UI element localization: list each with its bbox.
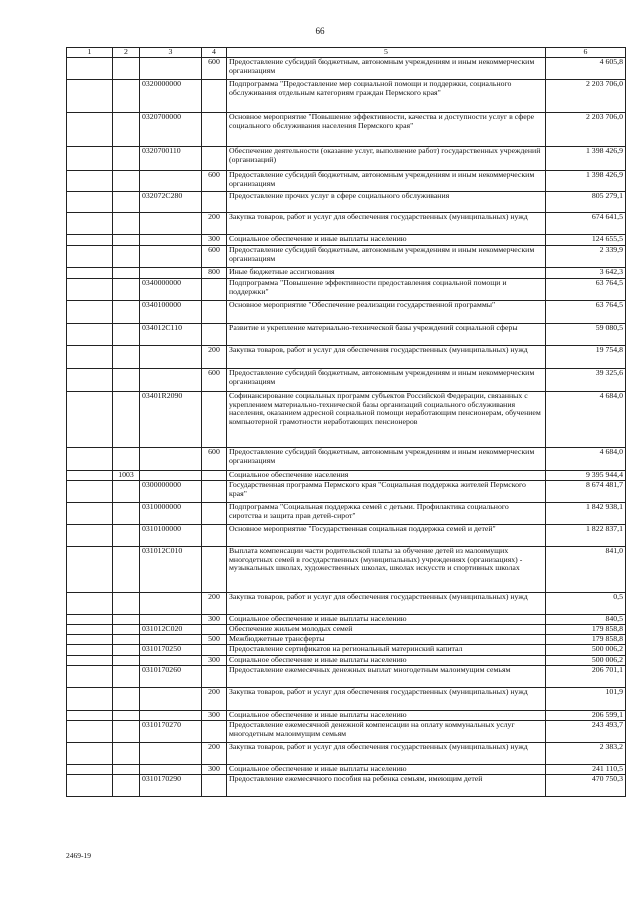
target-article-cell <box>140 743 202 765</box>
amount-cell: 179 858,8 <box>546 635 626 645</box>
expense-type-cell <box>202 113 227 147</box>
section-cell <box>67 369 113 392</box>
section-cell <box>67 765 113 775</box>
description-cell: Подпрограмма "Социальная поддержка семей с детьми. Профилактика социального сиротства и защита прав детей-сирот" <box>227 503 546 525</box>
description-cell: Софинансирование социальных программ субъектов Российской Федерации, связанных с укреплением материально-технической базы организаций социального обслуживания населения, оказанием адресной социальной помощи неработающим пенсионерам, обучением компьютерной грамотности неработающих пенсионеров <box>227 392 546 448</box>
budget-table <box>66 47 626 797</box>
subsection-cell <box>113 547 140 593</box>
subsection-cell <box>113 503 140 525</box>
target-article-cell <box>140 765 202 775</box>
section-cell <box>67 80 113 113</box>
expense-type-cell: 300 <box>202 711 227 721</box>
description-cell: Закупка товаров, работ и услуг для обеспечения государственных (муниципальных) нужд <box>227 213 546 235</box>
table-row <box>67 765 626 775</box>
expense-type-cell <box>202 481 227 503</box>
target-article-cell: 0310000000 <box>140 503 202 525</box>
section-cell <box>67 147 113 171</box>
expense-type-cell: 300 <box>202 765 227 775</box>
target-article-cell <box>140 235 202 246</box>
amount-cell: 1 842 938,1 <box>546 503 626 525</box>
description-cell: Развитие и укрепление материально-технической базы учреждений социальной сферы <box>227 324 546 346</box>
section-cell <box>67 213 113 235</box>
amount-cell: 39 325,6 <box>546 369 626 392</box>
subsection-cell <box>113 448 140 471</box>
table-row <box>67 369 626 392</box>
description-cell: Предоставление субсидий бюджетным, автономным учреждениям и иным некоммерческим организациям <box>227 58 546 80</box>
section-cell <box>67 324 113 346</box>
expense-type-cell <box>202 547 227 593</box>
description-cell: Обеспечение деятельности (оказание услуг, выполнение работ) государственных учреждений (организаций) <box>227 147 546 171</box>
section-cell <box>67 279 113 301</box>
subsection-cell <box>113 279 140 301</box>
section-cell <box>67 301 113 324</box>
description-cell: Подпрограмма "Повышение эффективности предоставления социальной помощи и поддержки" <box>227 279 546 301</box>
table-row <box>67 635 626 645</box>
subsection-cell: 1003 <box>113 471 140 481</box>
section-cell <box>67 775 113 797</box>
section-cell <box>67 235 113 246</box>
target-article-cell: 0340000000 <box>140 279 202 301</box>
description-cell: Закупка товаров, работ и услуг для обеспечения государственных (муниципальных) нужд <box>227 346 546 369</box>
description-cell: Социальное обеспечение и иные выплаты населению <box>227 235 546 246</box>
description-cell: Предоставление ежемесячных денежных выплат многодетным малоимущим семьям <box>227 666 546 688</box>
section-cell <box>67 171 113 192</box>
header-col-3: 3 <box>140 48 202 58</box>
amount-cell: 1 822 837,1 <box>546 525 626 547</box>
subsection-cell <box>113 635 140 645</box>
expense-type-cell: 300 <box>202 656 227 666</box>
target-article-cell: 0310170270 <box>140 721 202 743</box>
amount-cell: 8 674 481,7 <box>546 481 626 503</box>
description-cell: Основное мероприятие "Обеспечение реализации государственной программы" <box>227 301 546 324</box>
table-row <box>67 279 626 301</box>
section-cell <box>67 711 113 721</box>
section-cell <box>67 525 113 547</box>
subsection-cell <box>113 625 140 635</box>
table-row <box>67 625 626 635</box>
amount-cell: 101,9 <box>546 688 626 711</box>
table-row <box>67 525 626 547</box>
target-article-cell <box>140 448 202 471</box>
section-cell <box>67 688 113 711</box>
table-row <box>67 743 626 765</box>
section-cell <box>67 481 113 503</box>
description-cell: Основное мероприятие "Повышение эффективности, качества и доступности услуг в сфере социального обслуживания населения Пермского края" <box>227 113 546 147</box>
description-cell: Предоставление ежемесячного пособия на ребенка семьям, имеющим детей <box>227 775 546 797</box>
table-row <box>67 688 626 711</box>
expense-type-cell <box>202 625 227 635</box>
table-row <box>67 268 626 279</box>
subsection-cell <box>113 346 140 369</box>
target-article-cell <box>140 369 202 392</box>
target-article-cell <box>140 268 202 279</box>
table-body <box>67 58 626 797</box>
subsection-cell <box>113 369 140 392</box>
target-article-cell <box>140 171 202 192</box>
subsection-cell <box>113 721 140 743</box>
amount-cell: 4 684,0 <box>546 392 626 448</box>
expense-type-cell: 200 <box>202 593 227 615</box>
section-cell <box>67 656 113 666</box>
target-article-cell <box>140 656 202 666</box>
table-row <box>67 80 626 113</box>
subsection-cell <box>113 213 140 235</box>
table-row <box>67 721 626 743</box>
description-cell: Предоставление прочих услуг в сфере социального обслуживания <box>227 192 546 213</box>
amount-cell: 841,0 <box>546 547 626 593</box>
amount-cell: 206 701,1 <box>546 666 626 688</box>
description-cell: Социальное обеспечение и иные выплаты населению <box>227 765 546 775</box>
subsection-cell <box>113 301 140 324</box>
description-cell: Предоставление субсидий бюджетным, автономным учреждениям и иным некоммерческим организациям <box>227 369 546 392</box>
table-row <box>67 547 626 593</box>
target-article-cell: 0300000000 <box>140 481 202 503</box>
amount-cell: 805 279,1 <box>546 192 626 213</box>
table-row <box>67 213 626 235</box>
target-article-cell <box>140 471 202 481</box>
amount-cell: 2 383,2 <box>546 743 626 765</box>
table-row <box>67 147 626 171</box>
table-row <box>67 246 626 268</box>
page-number: 66 <box>315 26 325 36</box>
target-article-cell: 0310170250 <box>140 645 202 656</box>
table-row <box>67 615 626 625</box>
description-cell: Закупка товаров, работ и услуг для обеспечения государственных (муниципальных) нужд <box>227 688 546 711</box>
description-cell: Социальное обеспечение населения <box>227 471 546 481</box>
section-cell <box>67 593 113 615</box>
section-cell <box>67 721 113 743</box>
amount-cell: 1 398 426,9 <box>546 171 626 192</box>
subsection-cell <box>113 615 140 625</box>
amount-cell: 243 493,7 <box>546 721 626 743</box>
section-cell <box>67 625 113 635</box>
target-article-cell <box>140 246 202 268</box>
target-article-cell <box>140 635 202 645</box>
expense-type-cell <box>202 721 227 743</box>
section-cell <box>67 666 113 688</box>
subsection-cell <box>113 192 140 213</box>
description-cell: Предоставление субсидий бюджетным, автономным учреждениям и иным некоммерческим организациям <box>227 246 546 268</box>
description-cell: Межбюджетные трансферты <box>227 635 546 645</box>
table-row <box>67 392 626 448</box>
table-row <box>67 301 626 324</box>
amount-cell: 4 605,8 <box>546 58 626 80</box>
target-article-cell: 031012C020 <box>140 625 202 635</box>
target-article-cell: 0320700110 <box>140 147 202 171</box>
table-row <box>67 346 626 369</box>
target-article-cell: 031012C010 <box>140 547 202 593</box>
expense-type-cell: 200 <box>202 213 227 235</box>
amount-cell: 470 750,3 <box>546 775 626 797</box>
table-row <box>67 171 626 192</box>
amount-cell: 674 641,5 <box>546 213 626 235</box>
header-col-6: 6 <box>546 48 626 58</box>
amount-cell: 19 754,8 <box>546 346 626 369</box>
subsection-cell <box>113 525 140 547</box>
amount-cell: 63 764,5 <box>546 301 626 324</box>
expense-type-cell: 600 <box>202 369 227 392</box>
target-article-cell <box>140 58 202 80</box>
target-article-cell: 0310100000 <box>140 525 202 547</box>
section-cell <box>67 392 113 448</box>
header-col-4: 4 <box>202 48 227 58</box>
header-col-5: 5 <box>227 48 546 58</box>
amount-cell: 500 006,2 <box>546 645 626 656</box>
subsection-cell <box>113 775 140 797</box>
subsection-cell <box>113 645 140 656</box>
target-article-cell: 03401R2090 <box>140 392 202 448</box>
table-row <box>67 192 626 213</box>
description-cell: Предоставление ежемесячной денежной компенсации на оплату коммунальных услуг многодетным малоимущим семьям <box>227 721 546 743</box>
amount-cell: 2 203 706,0 <box>546 113 626 147</box>
amount-cell: 2 339,9 <box>546 246 626 268</box>
description-cell: Предоставление сертификатов на региональный материнский капитал <box>227 645 546 656</box>
expense-type-cell <box>202 471 227 481</box>
table-header-row <box>67 48 626 58</box>
subsection-cell <box>113 113 140 147</box>
section-cell <box>67 58 113 80</box>
amount-cell: 3 642,3 <box>546 268 626 279</box>
target-article-cell <box>140 346 202 369</box>
subsection-cell <box>113 656 140 666</box>
target-article-cell: 0320700000 <box>140 113 202 147</box>
target-article-cell <box>140 615 202 625</box>
expense-type-cell: 600 <box>202 58 227 80</box>
amount-cell: 4 684,0 <box>546 448 626 471</box>
subsection-cell <box>113 235 140 246</box>
target-article-cell: 0320000000 <box>140 80 202 113</box>
expense-type-cell <box>202 775 227 797</box>
table-row <box>67 235 626 246</box>
expense-type-cell <box>202 147 227 171</box>
amount-cell: 124 655,5 <box>546 235 626 246</box>
expense-type-cell <box>202 392 227 448</box>
target-article-cell <box>140 711 202 721</box>
description-cell: Социальное обеспечение и иные выплаты населению <box>227 711 546 721</box>
target-article-cell: 0340100000 <box>140 301 202 324</box>
subsection-cell <box>113 171 140 192</box>
target-article-cell <box>140 593 202 615</box>
description-cell: Социальное обеспечение и иные выплаты населению <box>227 615 546 625</box>
table-row <box>67 58 626 80</box>
description-cell: Закупка товаров, работ и услуг для обеспечения государственных (муниципальных) нужд <box>227 593 546 615</box>
expense-type-cell: 200 <box>202 743 227 765</box>
section-cell <box>67 645 113 656</box>
section-cell <box>67 246 113 268</box>
document-code: 2469-19 <box>66 851 91 860</box>
section-cell <box>67 471 113 481</box>
subsection-cell <box>113 743 140 765</box>
table-row <box>67 711 626 721</box>
expense-type-cell: 300 <box>202 615 227 625</box>
target-article-cell: 0310170260 <box>140 666 202 688</box>
table-row <box>67 593 626 615</box>
expense-type-cell: 800 <box>202 268 227 279</box>
subsection-cell <box>113 765 140 775</box>
description-cell: Подпрограмма "Предоставление мер социальной помощи и поддержки, социального обслуживания отдельным категориям граждан Пермского края" <box>227 80 546 113</box>
subsection-cell <box>113 392 140 448</box>
expense-type-cell: 500 <box>202 635 227 645</box>
table-row <box>67 481 626 503</box>
table-row <box>67 113 626 147</box>
subsection-cell <box>113 58 140 80</box>
subsection-cell <box>113 481 140 503</box>
expense-type-cell <box>202 324 227 346</box>
subsection-cell <box>113 666 140 688</box>
header-col-1: 1 <box>67 48 113 58</box>
section-cell <box>67 503 113 525</box>
expense-type-cell <box>202 301 227 324</box>
amount-cell: 63 764,5 <box>546 279 626 301</box>
section-cell <box>67 346 113 369</box>
section-cell <box>67 268 113 279</box>
target-article-cell: 0310170290 <box>140 775 202 797</box>
table-row <box>67 656 626 666</box>
amount-cell: 1 398 426,9 <box>546 147 626 171</box>
amount-cell: 9 395 944,4 <box>546 471 626 481</box>
amount-cell: 840,5 <box>546 615 626 625</box>
table-row <box>67 471 626 481</box>
table-row <box>67 448 626 471</box>
expense-type-cell: 600 <box>202 246 227 268</box>
table-row <box>67 666 626 688</box>
amount-cell: 2 203 706,0 <box>546 80 626 113</box>
subsection-cell <box>113 80 140 113</box>
target-article-cell: 032072C280 <box>140 192 202 213</box>
section-cell <box>67 448 113 471</box>
description-cell: Социальное обеспечение и иные выплаты населению <box>227 656 546 666</box>
section-cell <box>67 192 113 213</box>
subsection-cell <box>113 246 140 268</box>
description-cell: Выплата компенсации части родительской платы за обучение детей из малоимущих многодетных семей в государственных (муниципальных) учреждениях (организациях) - музыкальных школах, художественных школах, школах искусств и спортивных школах <box>227 547 546 593</box>
section-cell <box>67 113 113 147</box>
amount-cell: 179 858,8 <box>546 625 626 635</box>
expense-type-cell: 200 <box>202 346 227 369</box>
section-cell <box>67 547 113 593</box>
amount-cell: 206 599,1 <box>546 711 626 721</box>
subsection-cell <box>113 324 140 346</box>
description-cell: Предоставление субсидий бюджетным, автономным учреждениям и иным некоммерческим организациям <box>227 448 546 471</box>
section-cell <box>67 615 113 625</box>
expense-type-cell: 600 <box>202 171 227 192</box>
subsection-cell <box>113 147 140 171</box>
description-cell: Иные бюджетные ассигнования <box>227 268 546 279</box>
subsection-cell <box>113 593 140 615</box>
subsection-cell <box>113 688 140 711</box>
target-article-cell <box>140 688 202 711</box>
target-article-cell <box>140 213 202 235</box>
header-col-2: 2 <box>113 48 140 58</box>
expense-type-cell: 300 <box>202 235 227 246</box>
expense-type-cell <box>202 192 227 213</box>
subsection-cell <box>113 268 140 279</box>
expense-type-cell: 200 <box>202 688 227 711</box>
table-row <box>67 503 626 525</box>
expense-type-cell <box>202 645 227 656</box>
expense-type-cell <box>202 666 227 688</box>
amount-cell: 59 080,5 <box>546 324 626 346</box>
section-cell <box>67 635 113 645</box>
description-cell: Закупка товаров, работ и услуг для обеспечения государственных (муниципальных) нужд <box>227 743 546 765</box>
description-cell: Основное мероприятие "Государственная социальная поддержка семей и детей" <box>227 525 546 547</box>
description-cell: Предоставление субсидий бюджетным, автономным учреждениям и иным некоммерческим организациям <box>227 171 546 192</box>
expense-type-cell <box>202 525 227 547</box>
section-cell <box>67 743 113 765</box>
amount-cell: 500 006,2 <box>546 656 626 666</box>
amount-cell: 0,5 <box>546 593 626 615</box>
expense-type-cell <box>202 503 227 525</box>
target-article-cell: 034012C110 <box>140 324 202 346</box>
table-row <box>67 645 626 656</box>
table-row <box>67 324 626 346</box>
description-cell: Обеспечение жильем молодых семей <box>227 625 546 635</box>
expense-type-cell <box>202 279 227 301</box>
table-row <box>67 775 626 797</box>
description-cell: Государственная программа Пермского края "Социальная поддержка жителей Пермского края" <box>227 481 546 503</box>
amount-cell: 241 110,5 <box>546 765 626 775</box>
subsection-cell <box>113 711 140 721</box>
expense-type-cell <box>202 80 227 113</box>
expense-type-cell: 600 <box>202 448 227 471</box>
